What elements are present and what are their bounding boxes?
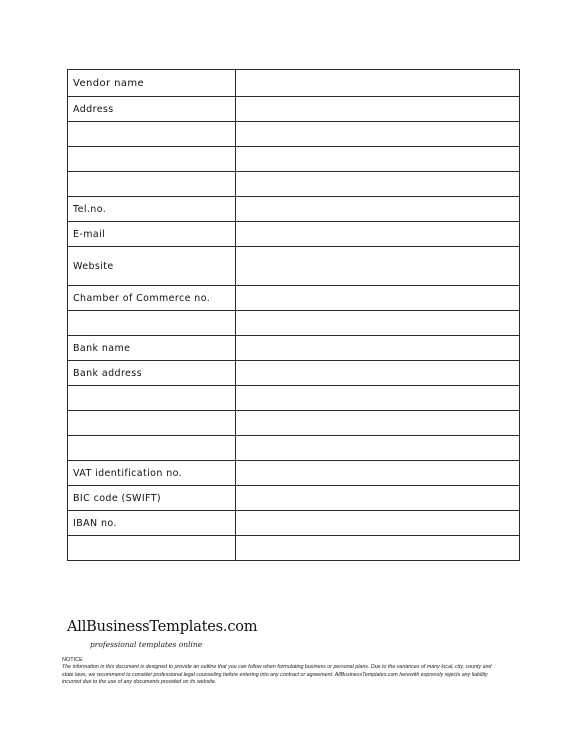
row-value-field[interactable]: [236, 336, 520, 361]
row-label: Chamber of Commerce no.: [68, 286, 236, 311]
form-row-email: [68, 222, 520, 247]
row-label: Tel.no.: [68, 197, 236, 222]
vendor-form-table: [67, 69, 520, 561]
row-value-field[interactable]: [236, 536, 520, 561]
row-value-field[interactable]: [236, 461, 520, 486]
form-row-address-line-3: [68, 147, 520, 172]
row-label: [68, 436, 236, 461]
form-row-bank-address-line-4: [68, 436, 520, 461]
row-label: Website: [68, 247, 236, 286]
row-value-field[interactable]: [236, 147, 520, 172]
notice-text: The information in this document is designed to provide an outline that you can follow when formulating business or personal plans. Due to the variances of many local, city, county and state laws, we recommend to consider professional legal counseling before entering into any contract or agreement. AllBusinessTemplates.com herewith expressly rejects any liability incurred due to the use of any documents provided on its website.: [62, 664, 492, 686]
row-label: BIC code (SWIFT): [68, 486, 236, 511]
row-value-field[interactable]: [236, 197, 520, 222]
row-value-field[interactable]: [236, 311, 520, 336]
row-label: [68, 172, 236, 197]
form-row-vat: [68, 461, 520, 486]
row-value-field[interactable]: [236, 172, 520, 197]
row-label: [68, 311, 236, 336]
form-row-tel: [68, 197, 520, 222]
form-row-chamber-of-commerce: [68, 286, 520, 311]
row-value-field[interactable]: [236, 361, 520, 386]
row-value-field[interactable]: [236, 247, 520, 286]
form-row-bank-address: [68, 361, 520, 386]
row-label: Address: [68, 97, 236, 122]
row-label: Bank name: [68, 336, 236, 361]
row-label: [68, 147, 236, 172]
row-value-field[interactable]: [236, 386, 520, 411]
form-row-address-line-4: [68, 172, 520, 197]
row-value-field[interactable]: [236, 511, 520, 536]
form-row-website: [68, 247, 520, 286]
form-row-iban: [68, 511, 520, 536]
form-row-address-line-2: [68, 122, 520, 147]
row-label: [68, 122, 236, 147]
brand-tagline: professional templates online: [90, 640, 203, 649]
form-row-bank-address-line-3: [68, 411, 520, 436]
row-label: [68, 411, 236, 436]
row-label: VAT identification no.: [68, 461, 236, 486]
row-value-field[interactable]: [236, 70, 520, 97]
row-label: IBAN no.: [68, 511, 236, 536]
row-value-field[interactable]: [236, 97, 520, 122]
row-value-field[interactable]: [236, 436, 520, 461]
row-value-field[interactable]: [236, 122, 520, 147]
form-row-bic: [68, 486, 520, 511]
row-label: [68, 536, 236, 561]
row-label: Bank address: [68, 361, 236, 386]
row-label: Vendor name: [68, 70, 236, 97]
form-row-blank-last: [68, 536, 520, 561]
row-label: E-mail: [68, 222, 236, 247]
row-value-field[interactable]: [236, 222, 520, 247]
brand-logo-text: AllBusinessTemplates.com: [67, 619, 258, 635]
form-row-bank-address-line-2: [68, 386, 520, 411]
form-row-address: [68, 97, 520, 122]
notice-title: NOTICE: [62, 657, 83, 663]
row-label: [68, 386, 236, 411]
row-value-field[interactable]: [236, 286, 520, 311]
form-row-bank-name: [68, 336, 520, 361]
row-value-field[interactable]: [236, 486, 520, 511]
row-value-field[interactable]: [236, 411, 520, 436]
form-row-vendor-name: [68, 70, 520, 97]
form-row-blank: [68, 311, 520, 336]
